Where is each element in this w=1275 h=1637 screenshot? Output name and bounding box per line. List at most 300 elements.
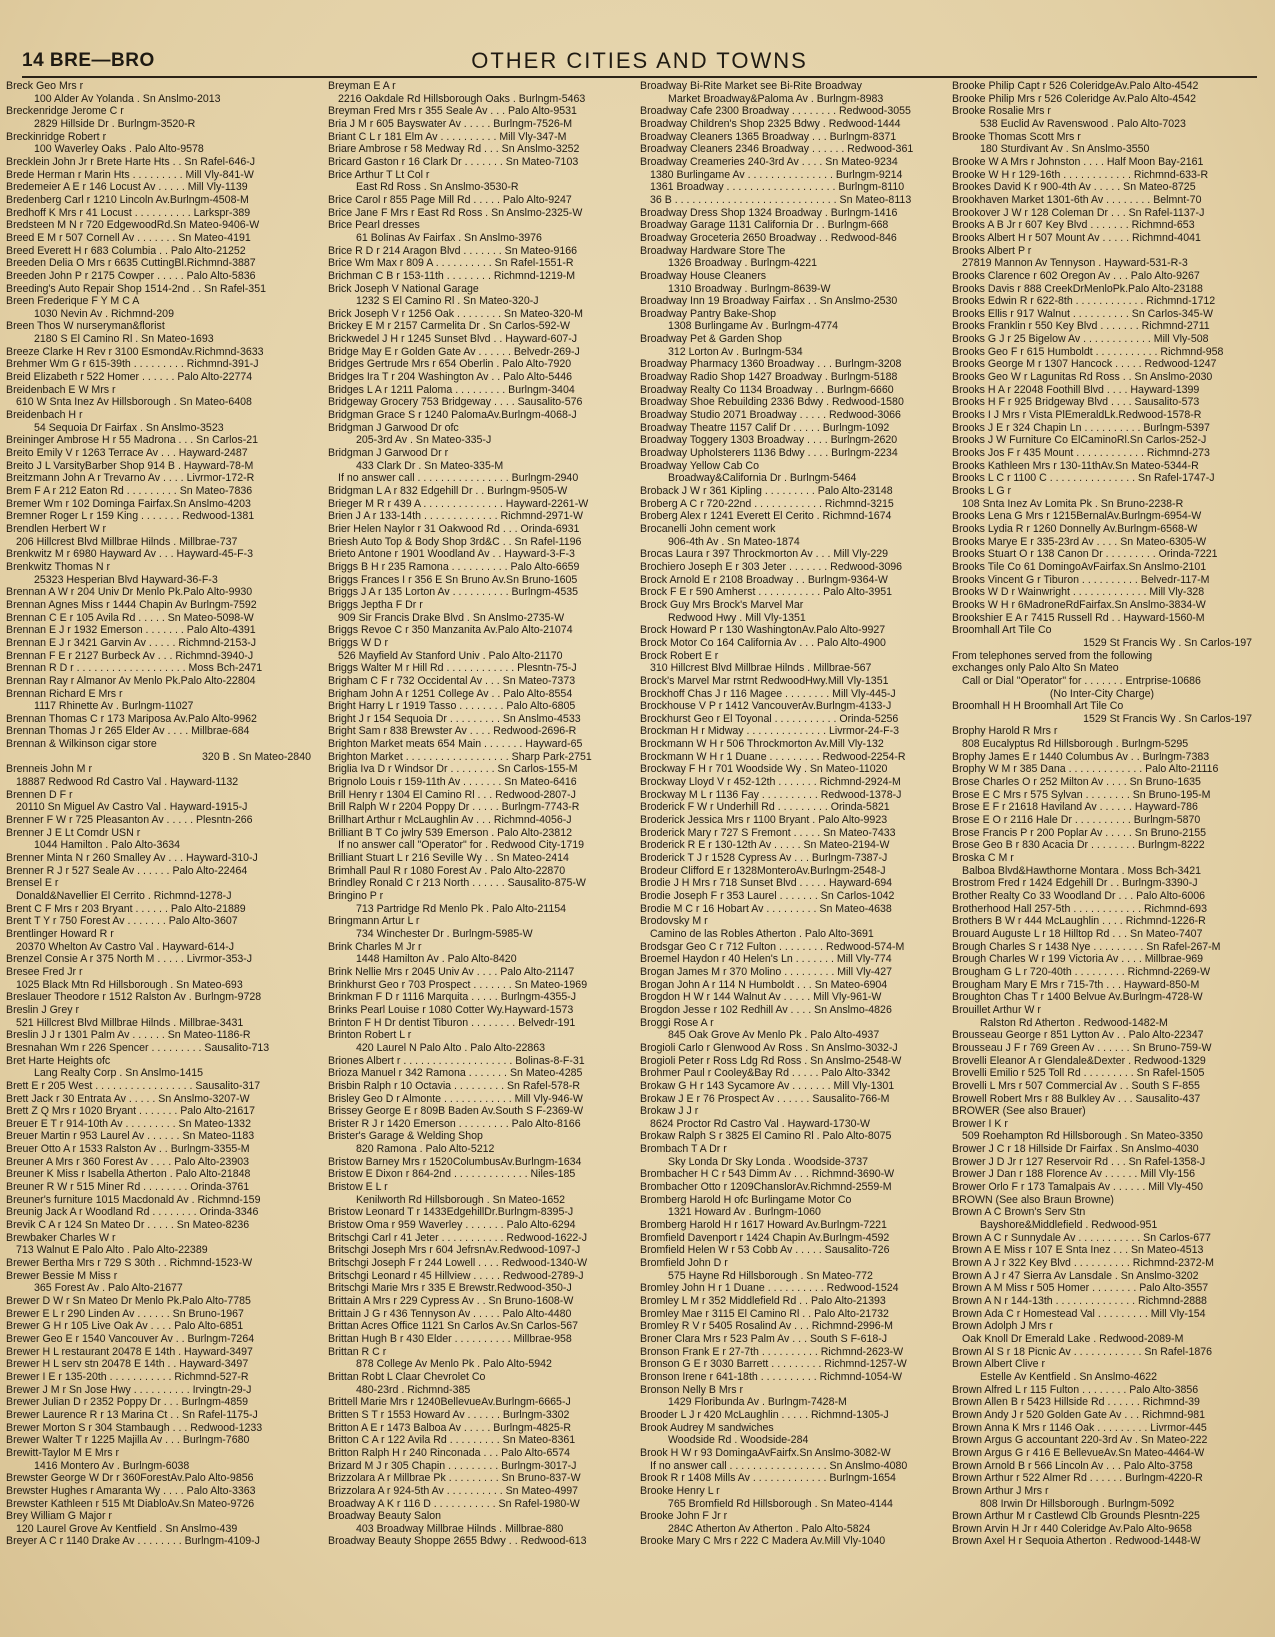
listing-entry: Breuer Martin r 953 Laurel Av . . . . . . Sn Mateo-1183: [6, 1130, 255, 1143]
listing-entry: Brennan F E r 2127 Burbeck Av . . . Richmnd-3940-J: [6, 649, 254, 662]
listing-entry: Bridge May E r Golden Gate Av . . . . . . Belvedr-269-J: [328, 345, 580, 358]
listing-entry: Broadway Groceteria 2650 Broadway . . Redwood-846: [640, 231, 897, 244]
listing-entry: Broggi Rose A r: [640, 1016, 714, 1029]
listing-entry: Brichman C B r 153-11th . . . . . . . . Richmnd-1219-M: [328, 269, 576, 282]
listing-entry: Broadway A K r 116 D . . . . . . . . . . . Sn Rafel-1980-W: [328, 1497, 580, 1510]
listing-entry: Broadway Upholsterers 1136 Bdwy . . . . Burlngm-2234: [640, 447, 898, 460]
listing-entry: Brizzolara A r 924-5th Av . . . . . . . . . . Sn Mateo-4997: [328, 1484, 579, 1497]
listing-entry: Brown Arthur J Mrs r: [952, 1484, 1049, 1497]
listing-entry: Broemel Haydon r 40 Helen's Ln . . . . . . . Mill Vly-774: [640, 953, 892, 966]
listing-entry: Brickwedel J H r 1245 Sunset Blvd . . Hayward-607-J: [328, 333, 578, 346]
listing-entry: Brown A J r 47 Sierra Av Lansdale . Sn Anslmo-3202: [952, 1269, 1199, 1282]
listing-entry: Brooder L J r 420 McLaughlin . . . . . Richmnd-1305-J: [640, 1408, 889, 1421]
listing-entry: Brookover J W r 128 Coleman Dr . . . Sn Rafel-1137-J: [952, 206, 1205, 219]
listing-entry: Broadway Yellow Cab Co: [640, 459, 759, 472]
listing-entry: Breed Everett H r 683 Columbia . . Palo Alto-21252: [6, 244, 246, 257]
listing-entry: Broadway Pharmacy 1360 Broadway . . . Burlngm-3208: [640, 358, 902, 371]
listing-entry: Browell Robert Mrs r 88 Bulkley Av . . . Sausalito-437: [952, 1092, 1201, 1105]
listing-entry: Brown Anna K Mrs r 1146 Oak . . . . . . . . . Livrmor-445: [952, 1421, 1207, 1434]
listing-entry: Briesh Auto Top & Body Shop 3rd&C . . Sn Rafel-1196: [328, 535, 582, 548]
listing-entry: Bright Harry L r 1919 Tasso . . . . . . . . Palo Alto-6805: [328, 700, 576, 713]
listing-entry: Brennen D F r: [6, 788, 73, 801]
listing-entry: Brose Charles O r 252 Milton Av . . . . Sn Bruno-1635: [952, 776, 1201, 789]
listing-entry: Broadway Theatre 1157 Calif Dr . . . . . Burlngm-1092: [640, 421, 890, 434]
listing-entry: Brooks J E r 324 Chapin Ln . . . . . . . . . . Burlngm-5397: [952, 421, 1210, 434]
listing-entry: Brent T Y r 750 Forest Av . . . . . . . Palo Alto-3607: [6, 915, 238, 928]
listing-entry: Brooke Henry L r: [640, 1484, 720, 1497]
listing-entry: Broadway Inn 19 Broadway Fairfax . . Sn Anslmo-2530: [640, 295, 898, 308]
listing-entry: Bristow E Dixon r 864-2nd . . . . . . . . . . . . . Niles-185: [328, 1168, 576, 1181]
listing-entry: Brice Carol r 855 Page Mill Rd . . . . . Palo Alto-9247: [328, 193, 572, 206]
listing-entry: Brilliant Stuart L r 216 Seville Wy . . Sn Mateo-2414: [328, 852, 569, 865]
listing-entry: Bromley R V r 5405 Rosalind Av . . . Richmnd-2996-M: [640, 1320, 893, 1333]
listing-entry: Brenner J E Lt Comdr USN r: [6, 826, 141, 839]
listing-entry: Balboa Blvd&Hawthorne Montara . Moss Bch-3421: [962, 864, 1202, 877]
listing-entry: Brocas Laura r 397 Throckmorton Av . . . Mill Vly-229: [640, 548, 889, 561]
listing-entry: Broadway Hardware Store The: [640, 244, 786, 257]
listing-entry: Brittan R C r: [328, 1345, 387, 1358]
listing-entry: Brooks G J r 25 Bigelow Av . . . . . . . . . . . . Mill Vly-508: [952, 333, 1209, 346]
listing-entry: Brent C F Mrs r 203 Bryant . . . . . . Palo Alto-21889: [6, 902, 246, 915]
listing-entry: Brighton Market . . . . . . . . . . . . . . . . . . Sharp Park-2751: [328, 750, 592, 763]
listing-entry: Brogan John A r 114 N Humboldt . . . Sn Mateo-6904: [640, 978, 888, 991]
listing-entry: Broadway Pet & Garden Shop: [640, 333, 782, 346]
listing-entry: Brooks Geo F r 615 Humboldt . . . . . . . . . . . Richmnd-958: [952, 345, 1224, 358]
listing-entry: Brewer Julian D r 2352 Poppy Dr . . . Burlngm-4859: [6, 1396, 249, 1409]
listing-entry: Brockmann W H r 506 Throckmorton Av.Mill Vly-132: [640, 738, 884, 751]
listing-entry: Broadway&California Dr . Burlngm-5464: [668, 472, 857, 485]
listing-entry: Breidenbach E W Mrs r: [6, 383, 116, 396]
listing-entry: Breed E M r 507 Cornell Av . . . . . . . Sn Mateo-4191: [6, 231, 251, 244]
listing-entry: Brooks Vincent G r Tiburon . . . . . . . . . . Belvedr-117-M: [952, 573, 1210, 586]
listing-entry: Brock Arnold E r 2108 Broadway . . Burlngm-9364-W: [640, 573, 888, 586]
listing-entry: 1308 Burlingame Av . Burlngm-4774: [668, 320, 838, 333]
listing-entry: Broughton Chas T r 1400 Belvue Av.Burlngm-4728-W: [952, 991, 1203, 1004]
listing-entry: 100 Waverley Oaks . Palo Alto-9578: [34, 143, 204, 156]
listing-entry: Brieger M R r 439 A . . . . . . . . . . . . . . Hayward-2261-W: [328, 497, 589, 510]
listing-entry: Brose E C Mrs r 575 Sylvan . . . . . . . . Sn Bruno-195-M: [952, 788, 1211, 801]
listing-entry: Bromfield Davenport r 1424 Chapin Av.Burlngm-4592: [640, 1231, 890, 1244]
listing-entry: Brice Pearl dresses: [328, 219, 420, 232]
listing-entry: Brooks Albert H r 507 Mount Av . . . . . Richmnd-4041: [952, 231, 1201, 244]
listing-entry: Brooke Mary C Mrs r 222 C Madera Av.Mill Vly-1040: [640, 1535, 886, 1548]
listing-entry: Brophy Harold R Mrs r: [952, 725, 1058, 738]
listing-entry: 8624 Proctor Rd Castro Val . Hayward-1730-W: [650, 1117, 871, 1130]
listing-entry: Brooke Philip Mrs r 526 Coleridge Av.Palo Alto-4542: [952, 92, 1196, 105]
listing-entry: Brennan E J r 3421 Garvin Av . . . . . Richmnd-2153-J: [6, 636, 257, 649]
listing-entry: Brice R D r 214 Aragon Blvd . . . . . . . Sn Mateo-9166: [328, 244, 578, 257]
listing-entry: Brinkman F D r 1116 Marquita . . . . . Burlngm-4355-J: [328, 991, 577, 1004]
listing-entry: Brentlinger Howard R r: [6, 927, 114, 940]
listing-entry: Brodovsky M r: [640, 915, 708, 928]
listing-entry: Bromfield Helen W r 53 Cobb Av . . . . . Sausalito-726: [640, 1244, 890, 1257]
listing-entry: Brenner F W r 725 Pleasanton Av . . . . . Plesntn-266: [6, 814, 253, 827]
listing-entry: Brett Jack r 30 Entrata Av . . . . . Sn Anslmo-3207-W: [6, 1092, 250, 1105]
listing-entry: Bridgeway Grocery 753 Bridgeway . . . . Sausalito-576: [328, 396, 583, 409]
listing-entry: Bremner Roger L r 159 King . . . . . . . Redwood-1381: [6, 510, 255, 523]
listing-entry: Brown A N r 144-13th . . . . . . . . . . . . . . Richmnd-2888: [952, 1295, 1207, 1307]
listing-entry: Bayshore&Middlefield . Redwood-951: [980, 1219, 1158, 1232]
listing-entry: Brose E F r 21618 Haviland Av . . . . . . Hayward-786: [952, 801, 1198, 814]
listing-entry: Breslin J J r 1301 Palm Av . . . . . . Sn Mateo-1186-R: [6, 1029, 251, 1042]
listing-entry: 909 Sir Francis Drake Blvd . Sn Anslmo-2735-W: [338, 611, 565, 624]
listing-entry: Brooks George M r 1307 Hancock . . . . . Redwood-1247: [952, 358, 1217, 371]
listing-entry: 284C Atherton Av Atherton . Palo Alto-5824: [668, 1522, 871, 1535]
listing-entry: Brice Wm Max r 809 A . . . . . . . . . . Sn Rafel-1551-R: [328, 257, 574, 270]
listing-entry: 538 Euclid Av Ravenswood . Palo Alto-7023: [980, 117, 1186, 130]
listing-entry: Brewitt-Taylor M E Mrs r: [6, 1446, 120, 1459]
listing-entry: Brizard M J r 305 Chapin . . . . . . . . . Burlngm-3017-J: [328, 1459, 577, 1472]
listing-entry: Brothers B W r 444 McLaughlin . . . . Richmnd-1226-R: [952, 915, 1206, 928]
listing-entry: Broadway Creameries 240-3rd Av . . . . Sn Mateo-9234: [640, 155, 898, 168]
listing-entry: Briggs B H r 235 Ramona . . . . . . . . . . Palo Alto-6659: [328, 560, 580, 573]
listing-entry: Brochiero Joseph E r 303 Jeter . . . . . . . Redwood-3096: [640, 560, 903, 573]
listing-entry: Bridges Gertrude Mrs r 654 Oberlin . Palo Alto-7920: [328, 358, 572, 371]
listing-entry: Breeden Delia O Mrs r 6635 CuttingBl.Richmnd-3887: [6, 257, 256, 270]
listing-entry: Breyman E A r: [328, 80, 396, 92]
listing-entry: 713 Partridge Rd Menlo Pk . Palo Alto-21154: [356, 902, 567, 915]
listing-entry: Broderick F W r Underhill Rd . . . . . . . . . Orinda-5821: [640, 801, 890, 814]
listing-entry: Brimhall Paul R r 1080 Forest Av . Palo Alto-22870: [328, 864, 566, 877]
listing-entry: Brier Helen Naylor r 31 Oakwood Rd . . . Orinda-6931: [328, 522, 580, 535]
listing-entry: Brey William G Major r: [6, 1510, 112, 1523]
listing-entry: Brockhoff Chas J r 116 Magee . . . . . . . . Mill Vly-445-J: [640, 687, 896, 700]
listing-entry: Briggs Walter M r Hill Rd . . . . . . . . . . . . Plesntn-75-J: [328, 662, 577, 675]
listing-entry: (No Inter-City Charge): [1049, 687, 1155, 700]
listing-entry: Bronson Frank E r 27-7th . . . . . . . . . . Richmnd-2623-W: [640, 1345, 904, 1358]
listing-entry: Brewer Laurence R r 13 Marina Ct . . Sn Rafel-1175-J: [6, 1408, 258, 1421]
listing-entry: Brooks Lena G Mrs r 1215BernalAv.Burlngm-6954-W: [952, 510, 1202, 523]
listing-entry: Brisbin Ralph r 10 Octavia . . . . . . . . . Sn Rafel-578-R: [328, 1079, 580, 1092]
listing-entry: Brougham Mary E Mrs r 715-7th . . . Hayward-850-M: [952, 978, 1200, 991]
page-number: 14 BRE—BRO: [22, 50, 155, 71]
listing-entry: Brockway Lloyd V r 452-12th . . . . . . . Richmnd-2924-M: [640, 776, 901, 789]
listing-entry: Broadway Beauty Shoppe 2655 Bdwy . . Redwood-613: [328, 1535, 587, 1548]
listing-entry: Breuner K Miss r Isabella Atherton . Palo Alto-21848: [6, 1168, 251, 1181]
listing-entry: Bria J M r 605 Bayswater Av . . . . . Burlngm-7526-M: [328, 117, 573, 130]
listing-entry: Brice Jane F Mrs r East Rd Ross . Sn Anslmo-2325-W: [328, 206, 583, 219]
listing-entry: Brockway M L r 1136 Fay . . . . . . . . . . Redwood-1378-J: [640, 788, 902, 801]
listing-entry: Brose E O r 2116 Hale Dr . . . . . . . . . . Burlngm-5870: [952, 814, 1201, 827]
listing-entry: 54 Sequoia Dr Fairfax . Sn Anslmo-3523: [34, 421, 224, 434]
listing-entry: 433 Clark Dr . Sn Mateo-335-M: [356, 459, 504, 472]
listing-entry: Brennan Thomas C r 173 Mariposa Av.Palo Alto-9962: [6, 712, 257, 725]
listing-entry: Brewer J M r Sn Jose Hwy . . . . . . . . . . Irvingtn-29-J: [6, 1383, 252, 1396]
listing-entry: Brooks I J Mrs r Vista PlEmeraldLk.Redwood-1578-R: [952, 409, 1202, 422]
listing-entry: Brooks L G r: [952, 485, 1012, 497]
listing-entry: Brown Arvin H Jr r 440 Coleridge Av.Palo Alto-9658: [952, 1522, 1192, 1535]
listing-entry: Britschgi Carl r 41 Jeter . . . . . . . . . . . Redwood-1622-J: [328, 1231, 588, 1244]
listing-entry: Brooke Philip Capt r 526 ColeridgeAv.Palo Alto-4542: [952, 80, 1199, 92]
listing-entry: Brohmer Paul r Cooley&Bay Rd . . . . . Palo Alto-3342: [640, 1067, 891, 1080]
listing-entry: Brice Arthur T Lt Col r: [328, 168, 430, 181]
listing-entry: Brockhurst Geo r El Toyonal . . . . . . . . . . . Orinda-5256: [640, 712, 899, 725]
listing-entry: 526 Mayfield Av Stanford Univ . Palo Alto-21170: [338, 649, 563, 662]
listing-entry: Britton C A r 122 Avila Rd . . . . . . . . . Sn Mateo-8361: [328, 1434, 576, 1447]
listing-entry: Brizzolara A r Millbrae Pk . . . . . . . . . Sn Bruno-837-W: [328, 1472, 581, 1485]
listing-entry: Briant C L r 181 Elm Av . . . . . . . . . . Mill Vly-347-M: [328, 130, 567, 143]
listing-entry: Brewster Kathleen r 515 Mt DiabloAv.Sn Mateo-9726: [6, 1497, 255, 1510]
listing-entry: Brigham C F r 732 Occidental Av . . . Sn Mateo-7373: [328, 674, 576, 687]
listing-entry: 320 B . Sn Mateo-2840: [202, 750, 311, 763]
listing-entry: Brovelli Eleanor A r Glendale&Dexter . Redwood-1329: [952, 1054, 1206, 1067]
listing-entry: 1448 Hamilton Av . Palo Alto-8420: [356, 953, 517, 966]
listing-entry: Brodie J H Mrs r 718 Sunset Blvd . . . . . Hayward-694: [640, 877, 892, 890]
listing-entry: Camino de las Robles Atherton . Palo Alto-3691: [650, 927, 874, 940]
listing-entry: BROWN (See also Braun Browne): [952, 1193, 1114, 1206]
listing-entry: Breeze Clarke H Rev r 3100 EsmondAv.Richmnd-3633: [6, 345, 264, 358]
listing-entry: Broberg A C r 720-22nd . . . . . . . . . . . . Richmnd-3215: [640, 497, 894, 510]
listing-entry: Ralston Rd Atherton . Redwood-1482-M: [980, 1016, 1168, 1029]
listing-entry: Brieto Antone r 1901 Woodland Av . . Hayward-3-F-3: [328, 548, 575, 561]
listing-entry: Brower Orlo F r 173 Tamalpais Av . . . . . . Mill Vly-450: [952, 1181, 1204, 1194]
listing-entry: Bridgman Grace S r 1240 PalomaAv.Burlngm-4068-J: [328, 409, 577, 422]
listing-entry: 25323 Hesperian Blvd Hayward-36-F-3: [34, 573, 218, 586]
listing-entry: Brown Arnold B r 566 Lincoln Av . . . Palo Alto-3758: [952, 1459, 1193, 1472]
listing-entry: Bromley L M r 352 Middlefield Rd . . Palo Alto-21393: [640, 1295, 886, 1307]
listing-entry: Donald&Navellier El Cerrito . Richmnd-1278-J: [16, 890, 232, 902]
listing-entry: Brooks Edwin R r 622-8th . . . . . . . . . . . . Richmnd-1712: [952, 295, 1216, 308]
listing-entry: Brennan R D r . . . . . . . . . . . . . . . . . . . Moss Bch-2471: [6, 662, 263, 675]
listing-entry: Bronson Nelly B Mrs r: [640, 1383, 744, 1396]
listing-entry: Breckinridge Robert r: [6, 130, 107, 143]
listing-entry: Brittain J G r 436 Tennyson Av . . . . . Palo Alto-4480: [328, 1307, 572, 1320]
listing-entry: If no answer call "Operator" for . Redwood City-1719: [338, 839, 584, 852]
listing-entry: Brewer Morton S r 304 Stambaugh . . . Redwood-1233: [6, 1421, 263, 1434]
listing-entry: Brown Al S r 18 Picnic Av . . . . . . . . . . . . Sn Rafel-1876: [952, 1345, 1213, 1358]
listing-entry: 1326 Broadway . Burlngm-4221: [668, 257, 817, 270]
listing-entry: 2180 S El Camino Rl . Sn Mateo-1693: [34, 333, 214, 346]
listing-entry: Brombacher H C r 543 Dimm Av . . . Richmnd-3690-W: [640, 1168, 895, 1181]
listing-entry: Brown Alfred L r 115 Fulton . . . . . . . . Palo Alto-3856: [952, 1383, 1199, 1396]
listing-entry: Briare Ambrose r 58 Medway Rd . . . Sn Anslmo-3252: [328, 143, 580, 156]
listing-entry: Bricard Gaston r 16 Clark Dr . . . . . . . Sn Mateo-7103: [328, 155, 579, 168]
listing-entry: Brown A C Brown's Serv Stn: [952, 1206, 1086, 1219]
listing-entry: Broback J W r 361 Kipling . . . . . . . . . Palo Alto-23148: [640, 485, 893, 497]
listing-entry: Bridgman J Garwood Dr r: [328, 447, 449, 460]
listing-entry: Brown Axel H r Sequoia Atherton . Redwood-1448-W: [952, 1535, 1201, 1548]
listing-entry: Brittan Robt L Claar Chevrolet Co: [328, 1370, 486, 1383]
listing-entry: Brewbaker Charles W r: [6, 1231, 116, 1244]
listing-entry: Brooks A B Jr r 607 Key Blvd . . . . . . . Richmnd-653: [952, 219, 1195, 232]
listing-entry: Brehmer Wm G r 615-39th . . . . . . . . . Richmnd-391-J: [6, 358, 259, 371]
listing-entry: Brodeur Clifford E r 1328MonteroAv.Burlngm-2548-J: [640, 864, 886, 877]
listing-entry: Brewer G H r 105 Live Oak Av . . . . Palo Alto-6851: [6, 1320, 244, 1333]
listing-entry: 27819 Mannon Av Tennyson . Hayward-531-R-3: [962, 257, 1188, 270]
listing-entry: 1380 Burlingame Av . . . . . . . . . . . . . . . Burlngm-9214: [650, 168, 903, 181]
listing-entry: 480-23rd . Richmnd-385: [356, 1383, 471, 1396]
listing-entry: 180 Sturdivant Av . Sn Anslmo-3550: [980, 143, 1150, 156]
listing-entry: Broadway Cafe 2300 Broadway . . . . . . . . Redwood-3055: [640, 105, 911, 118]
listing-entry: Brennan Agnes Miss r 1444 Chapin Av Burlngm-7592: [6, 598, 257, 611]
listing-entry: Brower J D Jr r 127 Reservoir Rd . . . Sn Rafel-1358-J: [952, 1155, 1206, 1168]
listing-entry: If no answer call . . . . . . . . . . . . . . . . Burlngm-2940: [338, 472, 579, 485]
listing-entry: Bristow Leonard T r 1433EdgehillDr.Burlngm-8395-J: [328, 1206, 574, 1219]
listing-entry: 734 Winchester Dr . Burlngm-5985-W: [356, 927, 533, 940]
listing-entry: Brenkwitz Thomas N r: [6, 560, 111, 573]
listing-entry: Brennan C E r 105 Avila Rd . . . . . Sn Mateo-5098-W: [6, 611, 254, 624]
listing-entry: Brogioli Carlo r Glenwood Av Ross . Sn Anslmo-3032-J: [640, 1041, 898, 1054]
listing-entry: Broadway House Cleaners: [640, 269, 767, 282]
listing-entry: Broberg Alex r 1241 Everett El Cerito . Richmnd-1674: [640, 510, 892, 523]
listing-entry: Brewer Geo E r 1540 Vancouver Av . . Burlngm-7264: [6, 1332, 255, 1345]
listing-entry: Breid Elizabeth r 522 Homer . . . . . . Palo Alto-22774: [6, 371, 253, 384]
listing-entry: Brooks Jos F r 435 Mount . . . . . . . . . . . . Richmnd-273: [952, 447, 1210, 460]
listing-entry: Bromfield John D r: [640, 1257, 728, 1270]
listing-entry: 509 Roehampton Rd Hillsborough . Sn Mateo-3350: [962, 1130, 1203, 1143]
listing-entry: Brewer H L serv stn 20478 E 14th . . Hayward-3497: [6, 1358, 249, 1371]
listing-entry: Brennan A W r 204 Univ Dr Menlo Pk.Palo Alto-9930: [6, 586, 253, 599]
page-header: [22, 46, 1257, 76]
listing-entry: Bromley Mae r 3115 El Camino Rl . . Palo Alto-21732: [640, 1307, 889, 1320]
listing-entry: Brewer I E r 135-20th . . . . . . . . . . . Richmnd-527-R: [6, 1370, 249, 1383]
listing-entry: Brister R J r 1420 Emerson . . . . . . . . . Palo Alto-8166: [328, 1117, 581, 1130]
listing-entry: Bridges Ira T r 204 Washington Av . . Palo Alto-5446: [328, 371, 572, 384]
listing-entry: Breuer E T r 914-10th Av . . . . . . . . . Sn Mateo-1332: [6, 1117, 251, 1130]
listing-entry: Britton A E r 1473 Balboa Av . . . . . Burlngm-4825-R: [328, 1421, 572, 1434]
listing-entry: Broska C M r: [952, 852, 1014, 865]
listing-entry: Brewer Bessie M Miss r: [6, 1269, 118, 1282]
listing-entry: Brickey E M r 2157 Carmelita Dr . Sn Carlos-592-W: [328, 320, 570, 333]
listing-entry: Broadway Cleaners 1365 Broadway . . . Burlngm-8371: [640, 130, 897, 143]
listing-entry: Kenilworth Rd Hillsborough . Sn Mateo-1652: [356, 1193, 566, 1206]
listing-entry: Brink Charles M Jr r: [328, 940, 422, 953]
listing-entry: Brooks Geo W r Lagunitas Rd Ross . . Sn Anslmo-2030: [952, 371, 1213, 384]
listing-entry: 18887 Redwood Rd Castro Val . Hayward-1132: [16, 776, 239, 789]
listing-entry: Brook R r 1408 Mills Av . . . . . . . . . . . . . Burlngm-1654: [640, 1472, 896, 1485]
listing-entry: Brooks Ellis r 917 Walnut . . . . . . . . . . Sn Carlos-345-W: [952, 307, 1214, 320]
listing-entry: 108 Snta Inez Av Lomita Pk . Sn Bruno-2238-R: [962, 497, 1184, 510]
listing-entry: Brother Realty Co 33 Woodland Dr . . . Palo Alto-6006: [952, 890, 1206, 902]
listing-entry: Brovelli L Mrs r 507 Commercial Av . . South S F-855: [952, 1079, 1200, 1092]
listing-entry: 61 Bolinas Av Fairfax . Sn Anslmo-3976: [356, 231, 542, 244]
listing-entry: 1117 Rhinette Av . Burlngm-11027: [34, 700, 194, 713]
listing-entry: Bromley John H r 1 Duane . . . . . . . . . . Redwood-1524: [640, 1282, 899, 1295]
listing-entry: 1529 St Francis Wy . Sn Carlos-197: [1083, 636, 1252, 649]
listing-entry: Brignolo Louis r 159-11th Av . . . . . . . Sn Mateo-6416: [328, 776, 577, 789]
listing-entry: Breuner's furniture 1015 Macdonald Av . Richmnd-159: [6, 1193, 261, 1206]
listing-entry: 1416 Montero Av . Burlngm-6038: [34, 1459, 190, 1472]
listing-entry: Broadway Shoe Rebuilding 2336 Bdwy . Redwood-1580: [640, 396, 904, 409]
listing-entry: Brown Adolph J Mrs r: [952, 1320, 1053, 1333]
listing-entry: Estelle Av Kentfield . Sn Anslmo-4622: [980, 1370, 1158, 1383]
listing-entry: Breeding's Auto Repair Shop 1514-2nd . . Sn Rafel-351: [6, 282, 266, 295]
listing-entry: Brenkwitz M r 6980 Hayward Av . . . Hayward-45-F-3: [6, 548, 254, 561]
listing-entry: Brook H W r 93 DomingaAvFairfx.Sn Anslmo-3082-W: [640, 1446, 891, 1459]
listing-entry: 100 Alder Av Yolanda . Sn Anslmo-2013: [34, 92, 221, 105]
listing-entry: Brookes David K r 900-4th Av . . . . . Sn Mateo-8725: [952, 181, 1196, 194]
listing-entry: Brilliant B T Co jwlry 539 Emerson . Palo Alto-23812: [328, 826, 572, 839]
listing-entry: Brown Arthur M r Castlewd Clb Grounds Plesntn-225: [952, 1510, 1200, 1523]
listing-entry: Bridgman L A r 832 Edgehill Dr . . Burlngm-9505-W: [328, 485, 568, 497]
listing-entry: Brooks H F r 925 Bridgeway Blvd . . . . Sausalito-573: [952, 396, 1200, 409]
listing-entry: Brooks Tile Co 61 DomingoAvFairfax.Sn Anslmo-2101: [952, 560, 1207, 573]
listing-entry: Brewster George W Dr r 360ForestAv.Palo Alto-9856: [6, 1472, 254, 1485]
listing-entry: Bresnahan Wm r 226 Spencer . . . . . . . . . Sausalito-713: [6, 1041, 270, 1054]
listing-entry: 820 Ramona . Palo Alto-5212: [356, 1143, 495, 1156]
listing-entry: Brede Herman r Marin Hts . . . . . . . . . Mill Vly-841-W: [6, 168, 254, 181]
listing-entry: Brinks Pearl Louise r 1080 Cotter Wy.Hayward-1573: [328, 1003, 574, 1016]
listing-entry: Brock Robert E r: [640, 649, 719, 662]
listing-entry: Brookhaven Market 1301-6th Av . . . . . . . . Belmnt-70: [952, 193, 1202, 206]
listing-entry: Breeden John P r 2175 Cowper . . . . . Palo Alto-5836: [6, 269, 256, 282]
listing-entry: Bromberg Harold H r 1617 Howard Av.Burlngm-7221: [640, 1219, 887, 1232]
listing-entry: Brower J Dan r 188 Florence Av . . . . . . Mill Vly-156: [952, 1168, 1195, 1181]
listing-entry: Brodsgar Geo C r 712 Fulton . . . . . . . . Redwood-574-M: [640, 940, 905, 953]
listing-entry: Broadway Realty Co 1134 Broadway . . Burlngm-6660: [640, 383, 894, 396]
listing-entry: 1321 Howard Av . Burlngm-1060: [668, 1206, 821, 1219]
listing-entry: Brennan Ray r Almanor Av Menlo Pk.Palo Alto-22804: [6, 674, 256, 687]
listing-entry: Bremer Wm r 102 Dominga Fairfax.Sn Anslmo-4203: [6, 497, 251, 510]
listing-entry: Brewer Bertha Mrs r 729 S 30th . . Richmnd-1523-W: [6, 1257, 253, 1270]
listing-entry: 1529 St Francis Wy . Sn Carlos-197: [1083, 712, 1252, 725]
listing-entry: 20370 Whelton Av Castro Val . Hayward-614-J: [16, 940, 235, 953]
listing-entry: Brooks L C r 1100 C . . . . . . . . . . . . . . . Sn Rafel-1747-J: [952, 472, 1215, 485]
listing-entry: Broadway Bi-Rite Market see Bi-Rite Broadway: [640, 80, 862, 92]
listing-entry: Brockman H r Midway . . . . . . . . . . . . . . Livrmor-24-F-3: [640, 725, 900, 738]
listing-entry: Brooks Clarence r 602 Oregon Av . . . Palo Alto-9267: [952, 269, 1200, 282]
listing-entry: Breck Geo Mrs r: [6, 80, 84, 92]
listing-entry: Breininger Ambrose H r 55 Madrona . . . Sn Carlos-21: [6, 434, 259, 447]
listing-entry: Brock Howard P r 130 WashingtonAv.Palo Alto-9927: [640, 624, 886, 637]
listing-entry: 120 Laurel Grove Av Kentfield . Sn Anslmo-439: [16, 1522, 238, 1535]
listing-entry: Briggs J A r 135 Lorton Av . . . . . . . . . . Burlngm-4535: [328, 586, 579, 599]
listing-entry: Bringmann Artur L r: [328, 915, 420, 928]
listing-entry: Brill Ralph W r 2204 Poppy Dr . . . . . Burlngm-7743-R: [328, 801, 580, 814]
listing-entry: Brophy W M r 385 Dana . . . . . . . . . . . . . Palo Alto-21116: [952, 763, 1219, 776]
listing-entry: Broadway Children's Shop 2325 Bdwy . Redwood-1444: [640, 117, 901, 130]
listing-entry: Bridges L A r 1211 Paloma . . . . . . . . . Burlngm-3404: [328, 383, 575, 396]
listing-entry: Brock F E r 590 Amherst . . . . . . . . . . . Palo Alto-3951: [640, 586, 892, 599]
listing-entry: Brose Geo B r 830 Acacia Dr . . . . . . . . Burlngm-8222: [952, 839, 1205, 852]
listing-entry: From telephones served from the following: [952, 649, 1153, 662]
listing-entry: Breyer A C r 1140 Drake Av . . . . . . . . Burlngm-4109-J: [6, 1535, 260, 1548]
listing-entry: Broomhall Art Tile Co: [952, 624, 1052, 637]
listing-entry: Brick Joseph V r 1256 Oak . . . . . . . . Sn Mateo-320-M: [328, 307, 583, 320]
listing-entry: Bredhoff K Mrs r 41 Locust . . . . . . . . . . Larkspr-389: [6, 206, 251, 219]
listing-entry: Brittan Acres Office 1121 Sn Carlos Av.Sn Carlos-567: [328, 1320, 579, 1333]
listing-entry: Briglia Iva D r Windsor Dr . . . . . . . . Sn Carlos-155-M: [328, 763, 578, 776]
listing-entry: Brown Argus G accountant 220-3rd Av . Sn Mateo-222: [952, 1434, 1208, 1447]
listing-entry: Britton Ralph H r 240 Rinconada . . . Palo Alto-6574: [328, 1446, 571, 1459]
listing-entry: Bridgman J Garwood Dr ofc: [328, 421, 459, 434]
listing-entry: Breuner R W r 515 Miner Rd . . . . . . . . Orinda-3761: [6, 1181, 250, 1194]
listing-entry: Brecklein John Jr r Brete Harte Hts . . Sn Rafel-646-J: [6, 155, 256, 168]
listing-entry: Briggs Revoe C r 350 Manzanita Av.Palo Alto-21074: [328, 624, 573, 637]
listing-entry: Bret Harte Heights ofc: [6, 1054, 111, 1067]
listing-entry: Brose Francis P r 200 Poplar Av . . . . . Sn Bruno-2155: [952, 826, 1206, 839]
listing-entry: Brewer H L restaurant 20478 E 14th . Hayward-3497: [6, 1345, 253, 1358]
listing-entry: Britschgi Joseph F r 244 Lowell . . . . Redwood-1340-W: [328, 1257, 588, 1270]
listing-entry: 1025 Black Mtn Rd Hillsborough . Sn Mateo-693: [16, 978, 243, 991]
listing-entry: Breckenridge Jerome C r: [6, 105, 124, 118]
listing-entry: Breen Thos W nurseryman&florist: [6, 320, 165, 333]
listing-entry: Brock's Marvel Mar rstrnt RedwoodHwy.Mill Vly-1351: [640, 674, 889, 687]
listing-entry: Bredsteen M N r 720 EdgewoodRd.Sn Mateo-9406-W: [6, 219, 260, 232]
listing-entry: Brissey George E r 809B Baden Av.South S F-2369-W: [328, 1105, 584, 1118]
listing-entry: Broadway Radio Shop 1427 Broadway . Burlngm-5188: [640, 371, 898, 384]
listing-entry: Brewer Walter T r 1225 Majilla Av . . . Burlngm-7680: [6, 1434, 250, 1447]
listing-entry: Breidenbach H r: [6, 409, 83, 422]
listing-entry: Brodie M C r 16 Hobart Av . . . . . . . . . Sn Mateo-4638: [640, 902, 892, 915]
listing-entry: Brocanelli John cement work: [640, 522, 776, 535]
listing-entry: Britschgi Marie Mrs r 335 E Brewstr.Redwood-350-J: [328, 1282, 572, 1295]
listing-entry: Brevik C A r 124 Sn Mateo Dr . . . . . Sn Mateo-8236: [6, 1219, 250, 1232]
listing-entry: Brock Motor Co 164 California Av . . . Palo Alto-4900: [640, 636, 886, 649]
listing-entry: 2216 Oakdale Rd Hillsborough Oaks . Burlngm-5463: [338, 92, 586, 105]
listing-entry: Bromberg Harold H ofc Burlingame Motor Co: [640, 1193, 852, 1206]
listing-entry: Brown A J r 322 Key Blvd . . . . . . . . . . Richmnd-2372-M: [952, 1257, 1215, 1270]
